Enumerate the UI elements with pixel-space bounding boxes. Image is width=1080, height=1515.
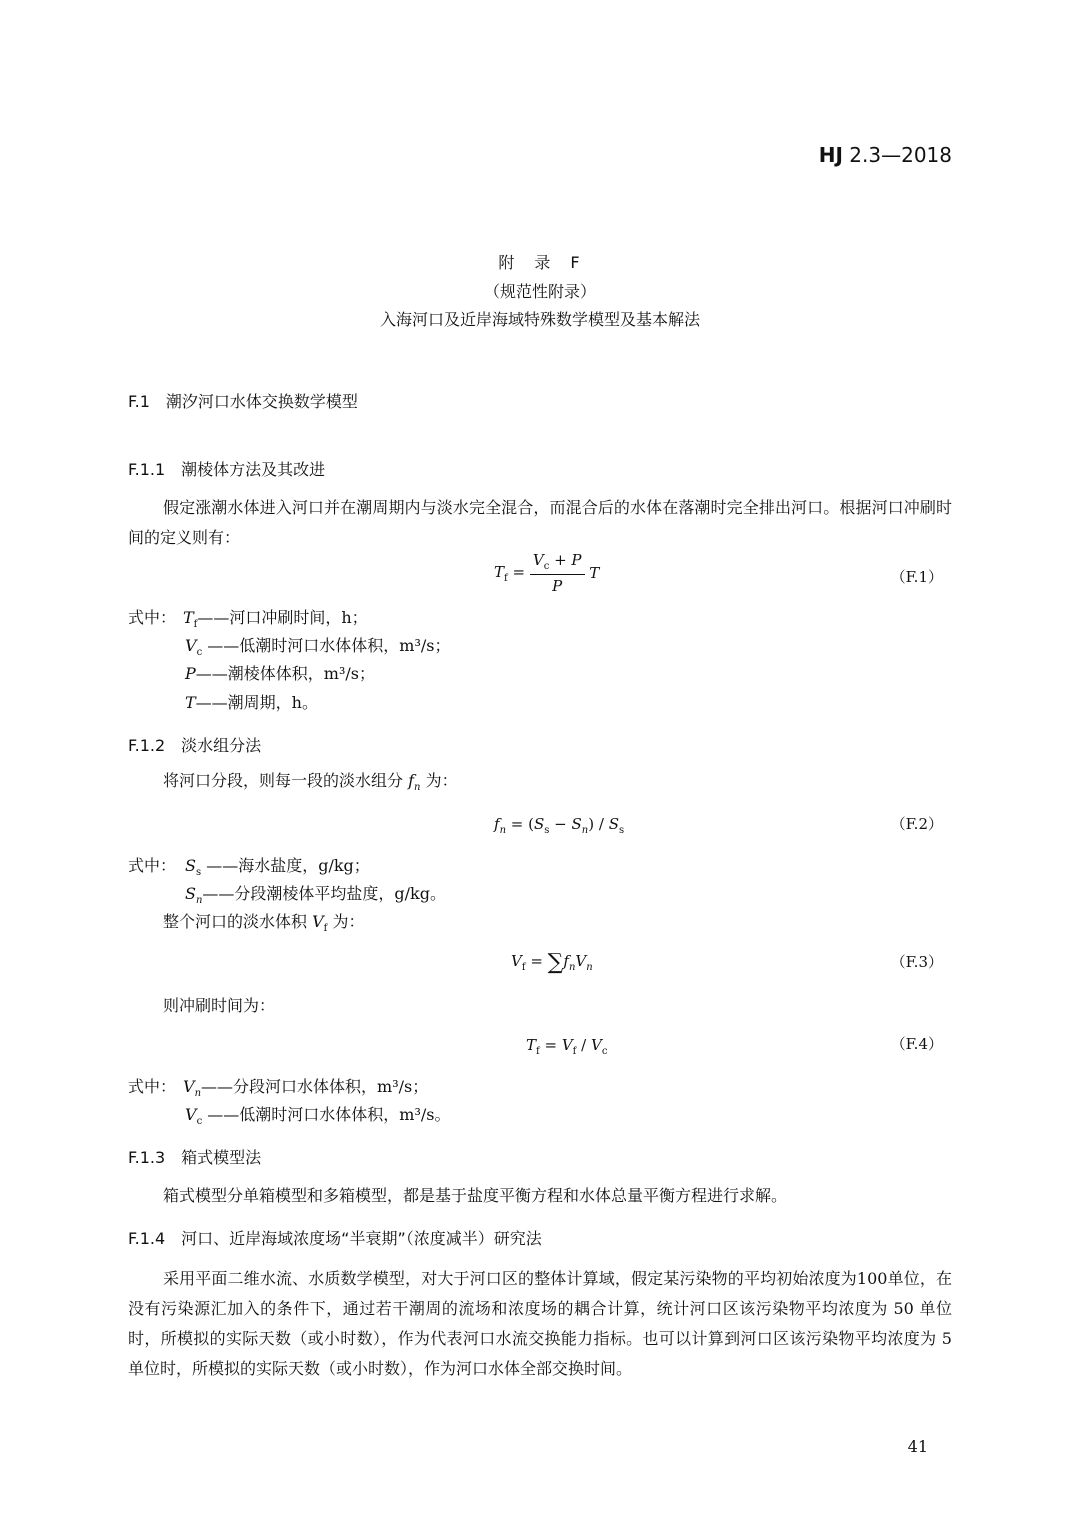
where-label-f2: 式中： <box>128 856 177 875</box>
section-f1-3: F.1.3 箱式模型法 <box>128 1148 262 1167</box>
def-vc: $V_c$ ——低潮时河口水体体积，m³/s； <box>185 636 451 659</box>
equation-number-f4: （F.4） <box>890 1035 943 1053</box>
page-number: 41 <box>907 1437 928 1456</box>
annex-type: （规范性附录） <box>483 282 596 301</box>
section-f1-1: F.1.1 潮棱体方法及其改进 <box>128 460 326 479</box>
equation-f3: $V_f = \sum f_nV_n$ <box>511 950 593 975</box>
def-sn: $S_n——$分段潮棱体平均盐度，g/kg。 <box>185 884 446 907</box>
def-vc-2: $V_c$ ——低潮时河口水体体积，m³/s。 <box>185 1105 451 1128</box>
section-f1-2: F.1.2 淡水组分法 <box>128 736 262 755</box>
def-p: P——潮棱体体积，m³/s； <box>185 664 375 683</box>
paragraph-f1-2: 将河口分段，则每一段的淡水组分 $f_n$ 为： <box>163 771 458 794</box>
def-t: T——潮周期，h。 <box>185 693 318 712</box>
paragraph-freshwater-volume: 整个河口的淡水体积 $V_f$ 为： <box>163 912 365 935</box>
paragraph-f1-4: 采用平面二维水流、水质数学模型，对大于河口区的整体计算域，假定某污染物的平均初始浓度为100单位，在没有污染源汇加入的条件下，通过若干潮周的流场和浓度场的耦合计算，统计河口区该污染物平均浓度为 50 单位时，所模拟的实际天数（或小时数），作为代表河口水流交换能力指标。也可以计算到河口区该污染物平均浓度为 5 单位时，所模拟的实际天数（或小时数），作为河口水体全部交换时间。 <box>128 1269 952 1378</box>
where-label-f1: 式中： <box>128 608 177 627</box>
standard-number: HJ 2.3—2018 <box>818 143 952 167</box>
section-f1: F.1 潮汐河口水体交换数学模型 <box>128 392 358 411</box>
def-vn: $V_n——$分段河口水体体积，m³/s； <box>183 1077 429 1100</box>
annex-name: 入海河口及近岸海域特殊数学模型及基本解法 <box>379 310 700 329</box>
paragraph-f1-1: 假定涨潮水体进入河口并在潮周期内与淡水完全混合，而混合后的水体在落潮时完全排出河口。根据河口冲刷时间的定义则有： <box>128 498 952 547</box>
equation-number-f3: （F.3） <box>890 953 943 971</box>
annex-title: 附 录 F <box>498 253 582 272</box>
paragraph-flush-time: 则冲刷时间为： <box>163 996 276 1015</box>
equation-number-f1: （F.1） <box>890 568 943 586</box>
where-label-f4: 式中： <box>128 1077 177 1096</box>
paragraph-f1-3: 箱式模型分单箱模型和多箱模型，都是基于盐度平衡方程和水体总量平衡方程进行求解。 <box>163 1186 788 1205</box>
def-tf: $T_f——$河口冲刷时间，h； <box>183 608 368 631</box>
equation-f1: $T_f$ = $\frac{V_c + P}{P}$ T <box>494 551 600 595</box>
section-f1-4: F.1.4 河口、近岸海域浓度场“半衰期”（浓度减半）研究法 <box>128 1229 542 1248</box>
equation-f4: $T_f = V_f / V_c$ <box>526 1036 608 1057</box>
def-ss: $S_s$ ——海水盐度，g/kg； <box>185 856 370 879</box>
equation-number-f2: （F.2） <box>890 815 943 833</box>
equation-f2: $f_n = (S_s - S_n) / S_s$ <box>494 815 625 836</box>
